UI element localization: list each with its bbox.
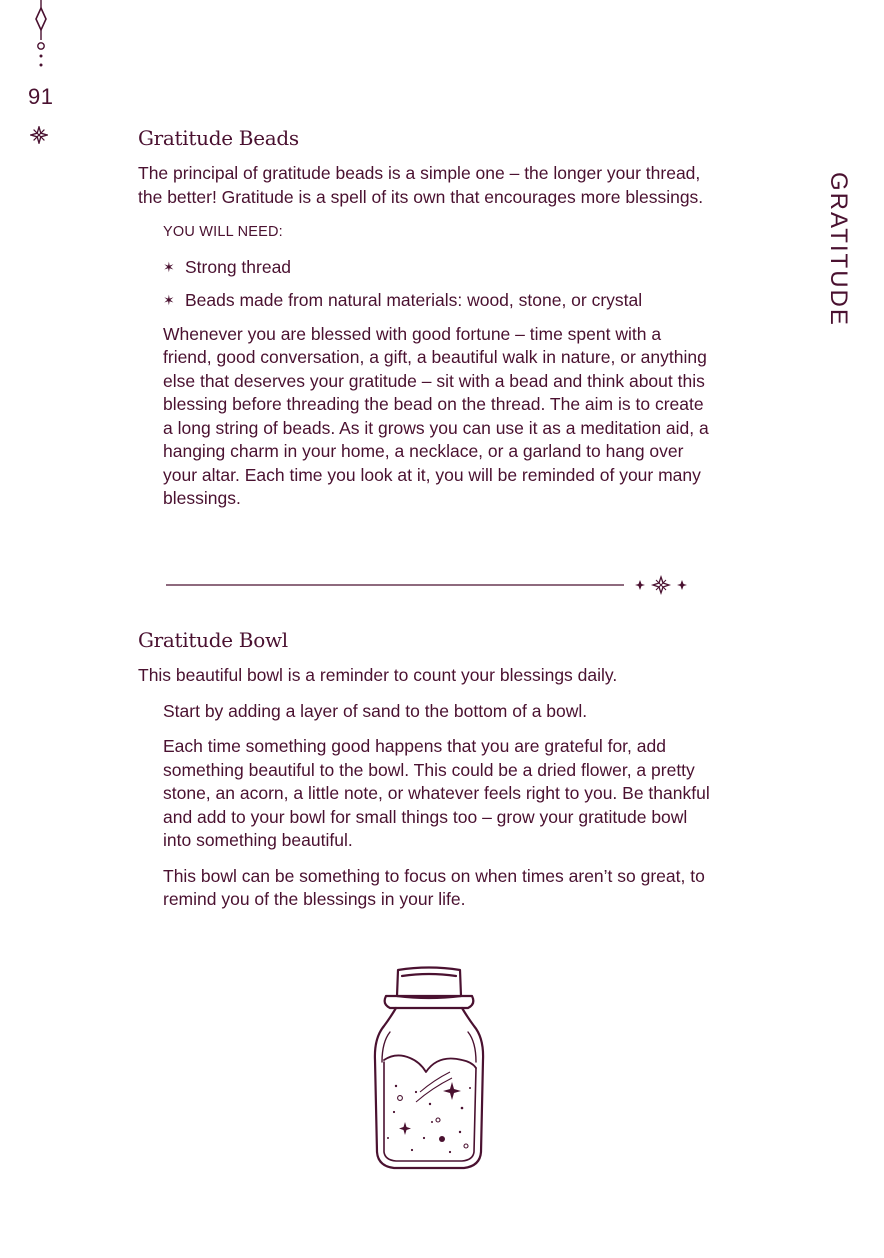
need-label: YOU WILL NEED: <box>163 224 283 240</box>
page-number: 91 <box>28 84 54 109</box>
list-item-text: Beads made from natural materials: wood, stone, or crystal <box>185 289 643 310</box>
section-divider <box>166 574 696 596</box>
list-item-text: Strong thread <box>185 256 292 277</box>
body-paragraph: Each time something good happens that you are grateful for, add something beautiful to the bowl. This could be a dried flower, a pretty stone, an acorn, a little note, or whatever feels right to you. Be thankful and add to your bowl for small things too – grow your gratitude bowl into something beautiful. <box>163 736 710 850</box>
asterisk-bullet-icon: ✶ <box>163 259 175 275</box>
asterisk-bullet-icon: ✶ <box>163 292 175 308</box>
body-paragraph: Start by adding a layer of sand to the bottom of a bowl. <box>163 700 588 721</box>
header-ornament <box>26 0 56 70</box>
body-paragraph: This bowl can be something to focus on when times aren’t so great, to remind you of the blessings in your life. <box>163 865 705 909</box>
running-head: GRATITUDE <box>825 172 852 327</box>
list-item <box>163 257 713 278</box>
section-intro: This beautiful bowl is a reminder to count your blessings daily. <box>138 665 618 685</box>
section-title: Gratitude Bowl <box>138 628 288 652</box>
section-gratitude-bowl <box>138 628 713 912</box>
jar-illustration <box>366 962 492 1174</box>
list-item <box>163 290 713 311</box>
section-title: Gratitude Beads <box>138 126 299 150</box>
star-ornament-icon <box>30 126 48 144</box>
section-intro: The principal of gratitude beads is a simple one – the longer your thread, the better! Gratitude is a spell of its own that encourages more blessings. <box>138 163 704 207</box>
body-paragraph: Whenever you are blessed with good fortune – time spent with a friend, good conversation, a gift, a beautiful walk in nature, or anything else that deserves your gratitude – sit with a bead and think about this blessing before threading the bead on the thread. The aim is to create a long string of beads. As it grows you can use it as a meditation aid, a hanging charm in your home, a necklace, or a garland to hang over your altar. Each time you look at it, you will be reminded of your many blessings. <box>163 323 709 508</box>
section-gratitude-beads <box>138 126 713 511</box>
